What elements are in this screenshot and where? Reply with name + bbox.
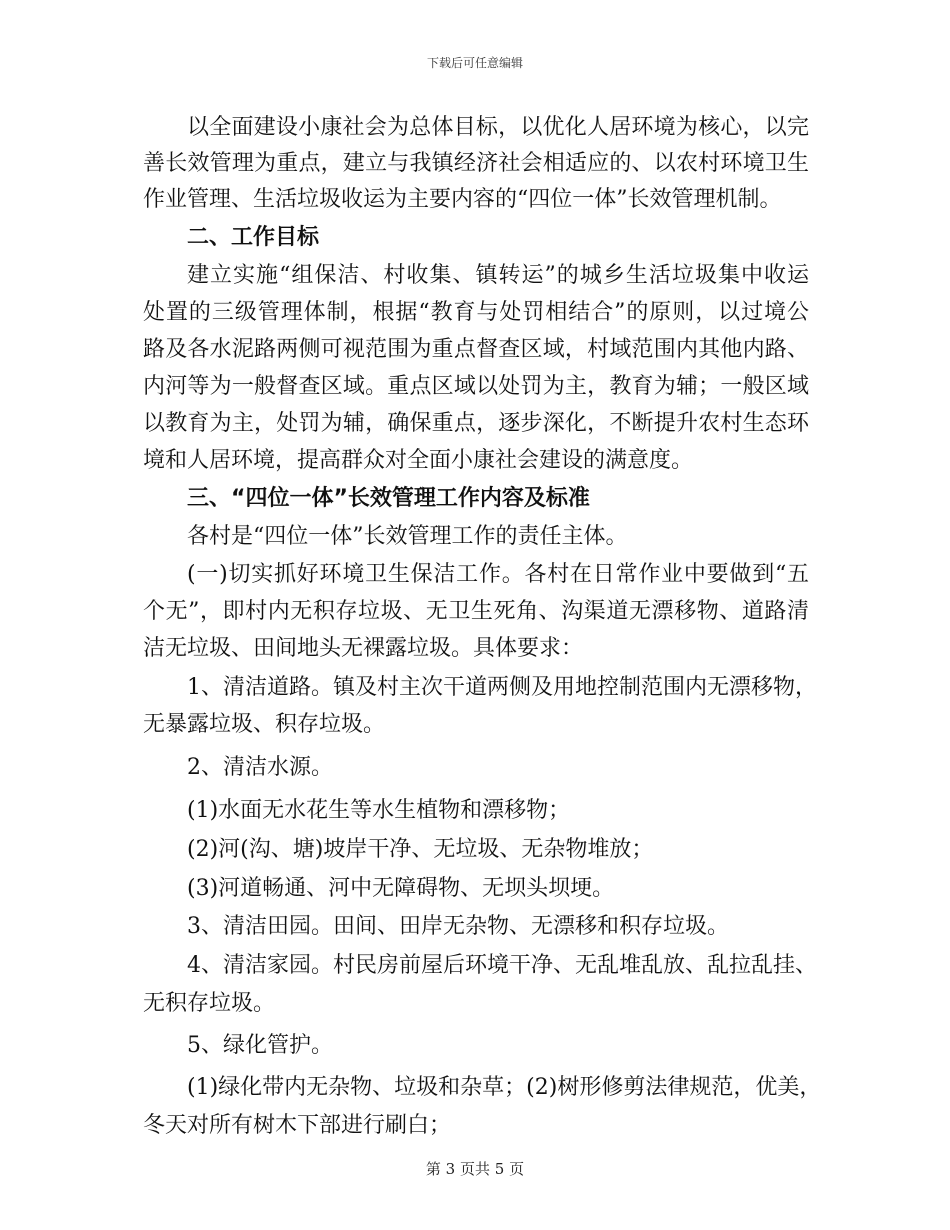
paragraph-line: 处置的三级管理体制，根据“教育与处罚相结合”的原则，以过境公: [143, 300, 809, 325]
paragraph-line: (1)水面无水花生等水生植物和漂移物；: [187, 798, 571, 823]
page-header: 下载后可任意编辑: [426, 56, 523, 70]
paragraph-line: 无暴露垃圾、积存垃圾。: [143, 712, 386, 737]
paragraph-line: 以教育为主，处罚为辅，确保重点，逐步深化，不断提升农村生态环: [143, 411, 809, 436]
paragraph-line: 善长效管理为重点，建立与我镇经济社会相适应的、以农村环境卫生: [143, 151, 809, 176]
paragraph-line: 作业管理、生活垃圾收运为主要内容的“四位一体”长效管理机制。: [143, 187, 782, 212]
paragraph-line: 境和人居环境，提高群众对全面小康社会建设的满意度。: [143, 448, 694, 473]
paragraph-line: 洁无垃圾、田间地头无裸露垃圾。具体要求：: [143, 636, 584, 661]
paragraph-line: 以全面建设小康社会为总体目标，以优化人居环境为核心，以完: [187, 115, 809, 140]
paragraph-line: 内河等为一般督查区域。重点区域以处罚为主，教育为辅；一般区域: [143, 374, 809, 399]
paragraph-line: (一)切实抓好环境卫生保洁工作。各村在日常作业中要做到“五: [187, 562, 809, 587]
paragraph-line: 3、清洁田园。田间、田岸无杂物、无漂移和积存垃圾。: [187, 914, 729, 939]
paragraph-line: 无积存垃圾。: [143, 991, 276, 1016]
paragraph-line: (2)河(沟、塘)坡岸干净、无垃圾、无杂物堆放；: [187, 837, 654, 862]
paragraph-line: 4、清洁家园。村民房前屋后环境干净、无乱堆乱放、乱拉乱挂、: [187, 953, 817, 978]
page-footer: 第 3 页共 5 页: [425, 1160, 525, 1178]
section-heading: 二、工作目标: [187, 225, 320, 250]
paragraph-line: 建立实施“组保洁、村收集、镇转运”的城乡生活垃圾集中收运: [187, 263, 809, 288]
paragraph-line: 个无”，即村内无积存垃圾、无卫生死角、沟渠道无漂移物、道路清: [143, 599, 809, 624]
paragraph-line: 2、清洁水源。: [187, 755, 333, 780]
paragraph-line: 冬天对所有树木下部进行刷白；: [143, 1113, 452, 1138]
paragraph-line: 1、清洁道路。镇及村主次干道两侧及用地控制范围内无漂移物，: [187, 675, 817, 700]
paragraph-line: 5、绿化管护。: [187, 1033, 333, 1058]
paragraph-line: (3)河道畅通、河中无障碍物、无坝头坝埂。: [187, 876, 615, 901]
paragraph-line: (1)绿化带内无杂物、垃圾和杂草；(2)树形修剪法律规范，优美，: [187, 1075, 822, 1100]
section-heading: 三、“四位一体”长效管理工作内容及标准: [187, 486, 590, 511]
paragraph-line: 各村是“四位一体”长效管理工作的责任主体。: [187, 524, 628, 549]
paragraph-line: 路及各水泥路两侧可视范围为重点督查区域，村域范围内其他内路、: [143, 337, 809, 362]
